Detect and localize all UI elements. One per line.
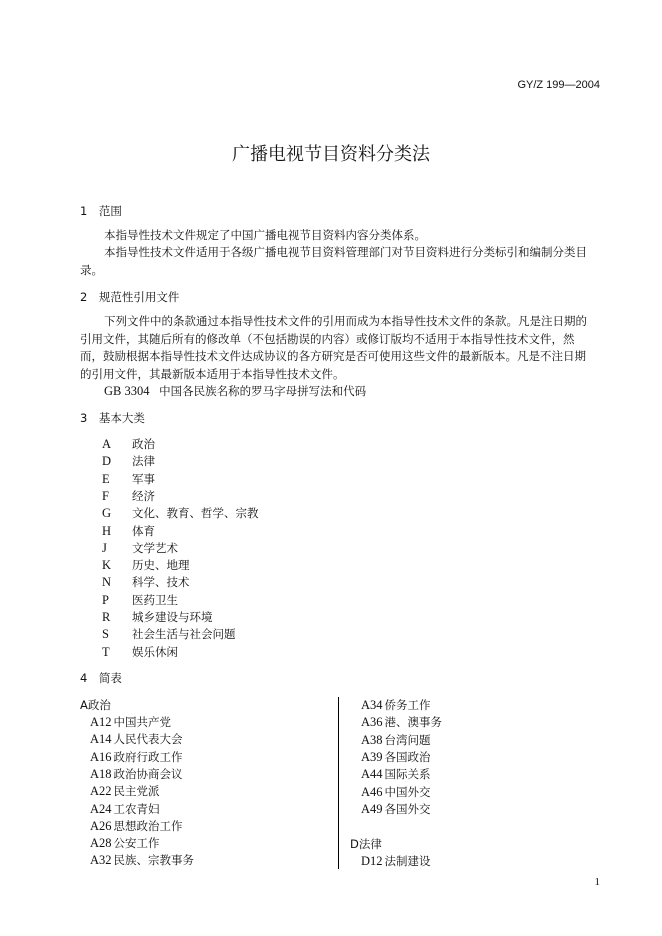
table-code: A44 xyxy=(361,767,383,782)
table-name: 中国共产党 xyxy=(113,715,172,729)
category-name: 政治 xyxy=(132,437,155,451)
section-4-heading: 4 简表 xyxy=(80,671,122,685)
category-row xyxy=(102,574,190,591)
table-code: A12 xyxy=(90,715,112,729)
category-code: T xyxy=(102,644,110,659)
category-name: 文学艺术 xyxy=(132,540,178,555)
table-name: 中国外交 xyxy=(384,784,431,799)
table-code: A38 xyxy=(361,732,383,747)
table-row xyxy=(361,732,431,748)
category-row xyxy=(102,488,155,505)
section-1-paragraph-1: 本指导性技术文件规定了中国广播电视节目资料内容分类体系。 xyxy=(104,228,426,242)
table-row xyxy=(90,818,183,834)
table-code: A26 xyxy=(90,818,112,833)
table-row xyxy=(90,766,183,782)
table-name: 工农青妇 xyxy=(113,801,160,816)
table-row xyxy=(361,766,431,782)
category-code: N xyxy=(102,575,112,590)
table-row xyxy=(361,784,431,800)
table-row xyxy=(90,835,160,851)
category-code: E xyxy=(102,471,110,486)
category-name: 科学、技术 xyxy=(132,575,190,590)
category-code: F xyxy=(102,488,109,503)
table-row xyxy=(361,853,431,869)
category-row xyxy=(102,644,178,661)
table-name: 国际关系 xyxy=(384,767,431,782)
page-number: 1 xyxy=(594,876,600,888)
table-row xyxy=(361,801,431,817)
category-name: 经济 xyxy=(132,488,155,503)
category-code: J xyxy=(102,540,107,555)
category-row xyxy=(102,592,178,609)
table-code: A49 xyxy=(361,801,383,816)
standard-code: GY/Z 199—2004 xyxy=(517,79,600,91)
table-code: A22 xyxy=(90,784,112,799)
category-code: K xyxy=(102,558,112,573)
table-name: 人民代表大会 xyxy=(113,732,183,747)
table-row xyxy=(90,714,171,730)
category-row xyxy=(102,626,236,643)
category-name: 娱乐休闲 xyxy=(132,644,178,659)
table-name: 民族、宗教事务 xyxy=(113,853,195,868)
category-row xyxy=(102,523,155,540)
reference-code: GB 3304 xyxy=(104,384,150,398)
category-name: 历史、地理 xyxy=(132,558,190,573)
table-code: A46 xyxy=(361,784,383,799)
section-1-heading: 1 范围 xyxy=(80,204,122,218)
table-left-header: A政治 xyxy=(80,698,111,712)
category-name: 社会生活与社会问题 xyxy=(132,627,236,642)
table-divider xyxy=(338,697,339,869)
table-row xyxy=(361,749,431,765)
table-right-header-2: D法律 xyxy=(350,837,382,851)
category-code: A xyxy=(102,437,112,451)
category-row xyxy=(102,505,259,522)
table-row xyxy=(90,783,160,799)
category-row xyxy=(102,471,155,488)
table-name: 政治协商会议 xyxy=(113,766,183,781)
table-name: 法制建设 xyxy=(384,854,431,868)
table-row xyxy=(90,852,194,868)
section-1-paragraph-2: 本指导性技术文件适用于各级广播电视节目资料管理部门对节目资料进行分类标引和编制分类目录。 xyxy=(80,245,587,277)
table-name: 民主党派 xyxy=(113,784,160,799)
category-name: 文化、教育、哲学、宗教 xyxy=(132,506,259,521)
category-name: 城乡建设与环境 xyxy=(132,610,213,624)
category-row xyxy=(102,453,155,470)
table-name: 港、澳事务 xyxy=(384,715,443,730)
table-name: 侨务工作 xyxy=(384,698,431,712)
category-code: H xyxy=(102,523,112,538)
table-code: A34 xyxy=(361,698,383,712)
table-name: 政府行政工作 xyxy=(113,749,183,764)
table-code: A24 xyxy=(90,801,112,816)
category-code: S xyxy=(102,627,109,642)
category-code: P xyxy=(102,592,109,607)
table-row xyxy=(90,749,183,765)
category-code: D xyxy=(102,454,112,469)
category-row xyxy=(102,436,155,453)
table-code: A28 xyxy=(90,836,112,851)
section-2-heading: 2 规范性引用文件 xyxy=(80,290,180,304)
table-name: 各国外交 xyxy=(384,801,431,816)
category-code: G xyxy=(102,506,112,521)
table-code: A39 xyxy=(361,749,383,764)
table-row xyxy=(361,697,431,713)
page-title: 广播电视节目资料分类法 xyxy=(232,144,430,165)
category-code: R xyxy=(102,610,111,624)
category-row xyxy=(102,609,213,626)
reference-title: 中国各民族名称的罗马字母拼写法和代码 xyxy=(159,384,367,398)
table-code: A32 xyxy=(90,853,112,868)
category-row xyxy=(102,557,190,574)
category-name: 体育 xyxy=(132,523,155,538)
table-code: A18 xyxy=(90,766,112,781)
table-code: A14 xyxy=(90,732,112,747)
table-name: 台湾问题 xyxy=(384,732,431,747)
category-row xyxy=(102,540,178,557)
section-2-paragraph-1: 下列文件中的条款通过本指导性技术文件的引用而成为本指导性技术文件的条款。凡是注日期的引用文件，其随后所有的修改单（不包括勘误的内容）或修订版均不适用于本指导性技术文件，然而，鼓励根据本指导性技术文件达成协议的各方研究是否可使用这些文件的最新版本。凡是不注日期的引用文件，其最新版本适用于本指导性技术文件。 xyxy=(80,314,587,381)
category-name: 医药卫生 xyxy=(132,592,178,607)
table-row xyxy=(90,801,160,817)
table-name: 思想政治工作 xyxy=(113,818,183,833)
table-name: 公安工作 xyxy=(113,836,160,851)
table-code: D12 xyxy=(361,854,383,868)
section-3-heading: 3 基本大类 xyxy=(80,411,145,425)
category-name: 法律 xyxy=(132,454,155,469)
table-name: 各国政治 xyxy=(384,749,431,764)
normative-reference xyxy=(104,383,366,399)
table-code: A16 xyxy=(90,749,112,764)
table-row xyxy=(361,714,442,730)
table-code: A36 xyxy=(361,715,383,730)
category-name: 军事 xyxy=(132,471,155,486)
table-row xyxy=(90,731,183,747)
